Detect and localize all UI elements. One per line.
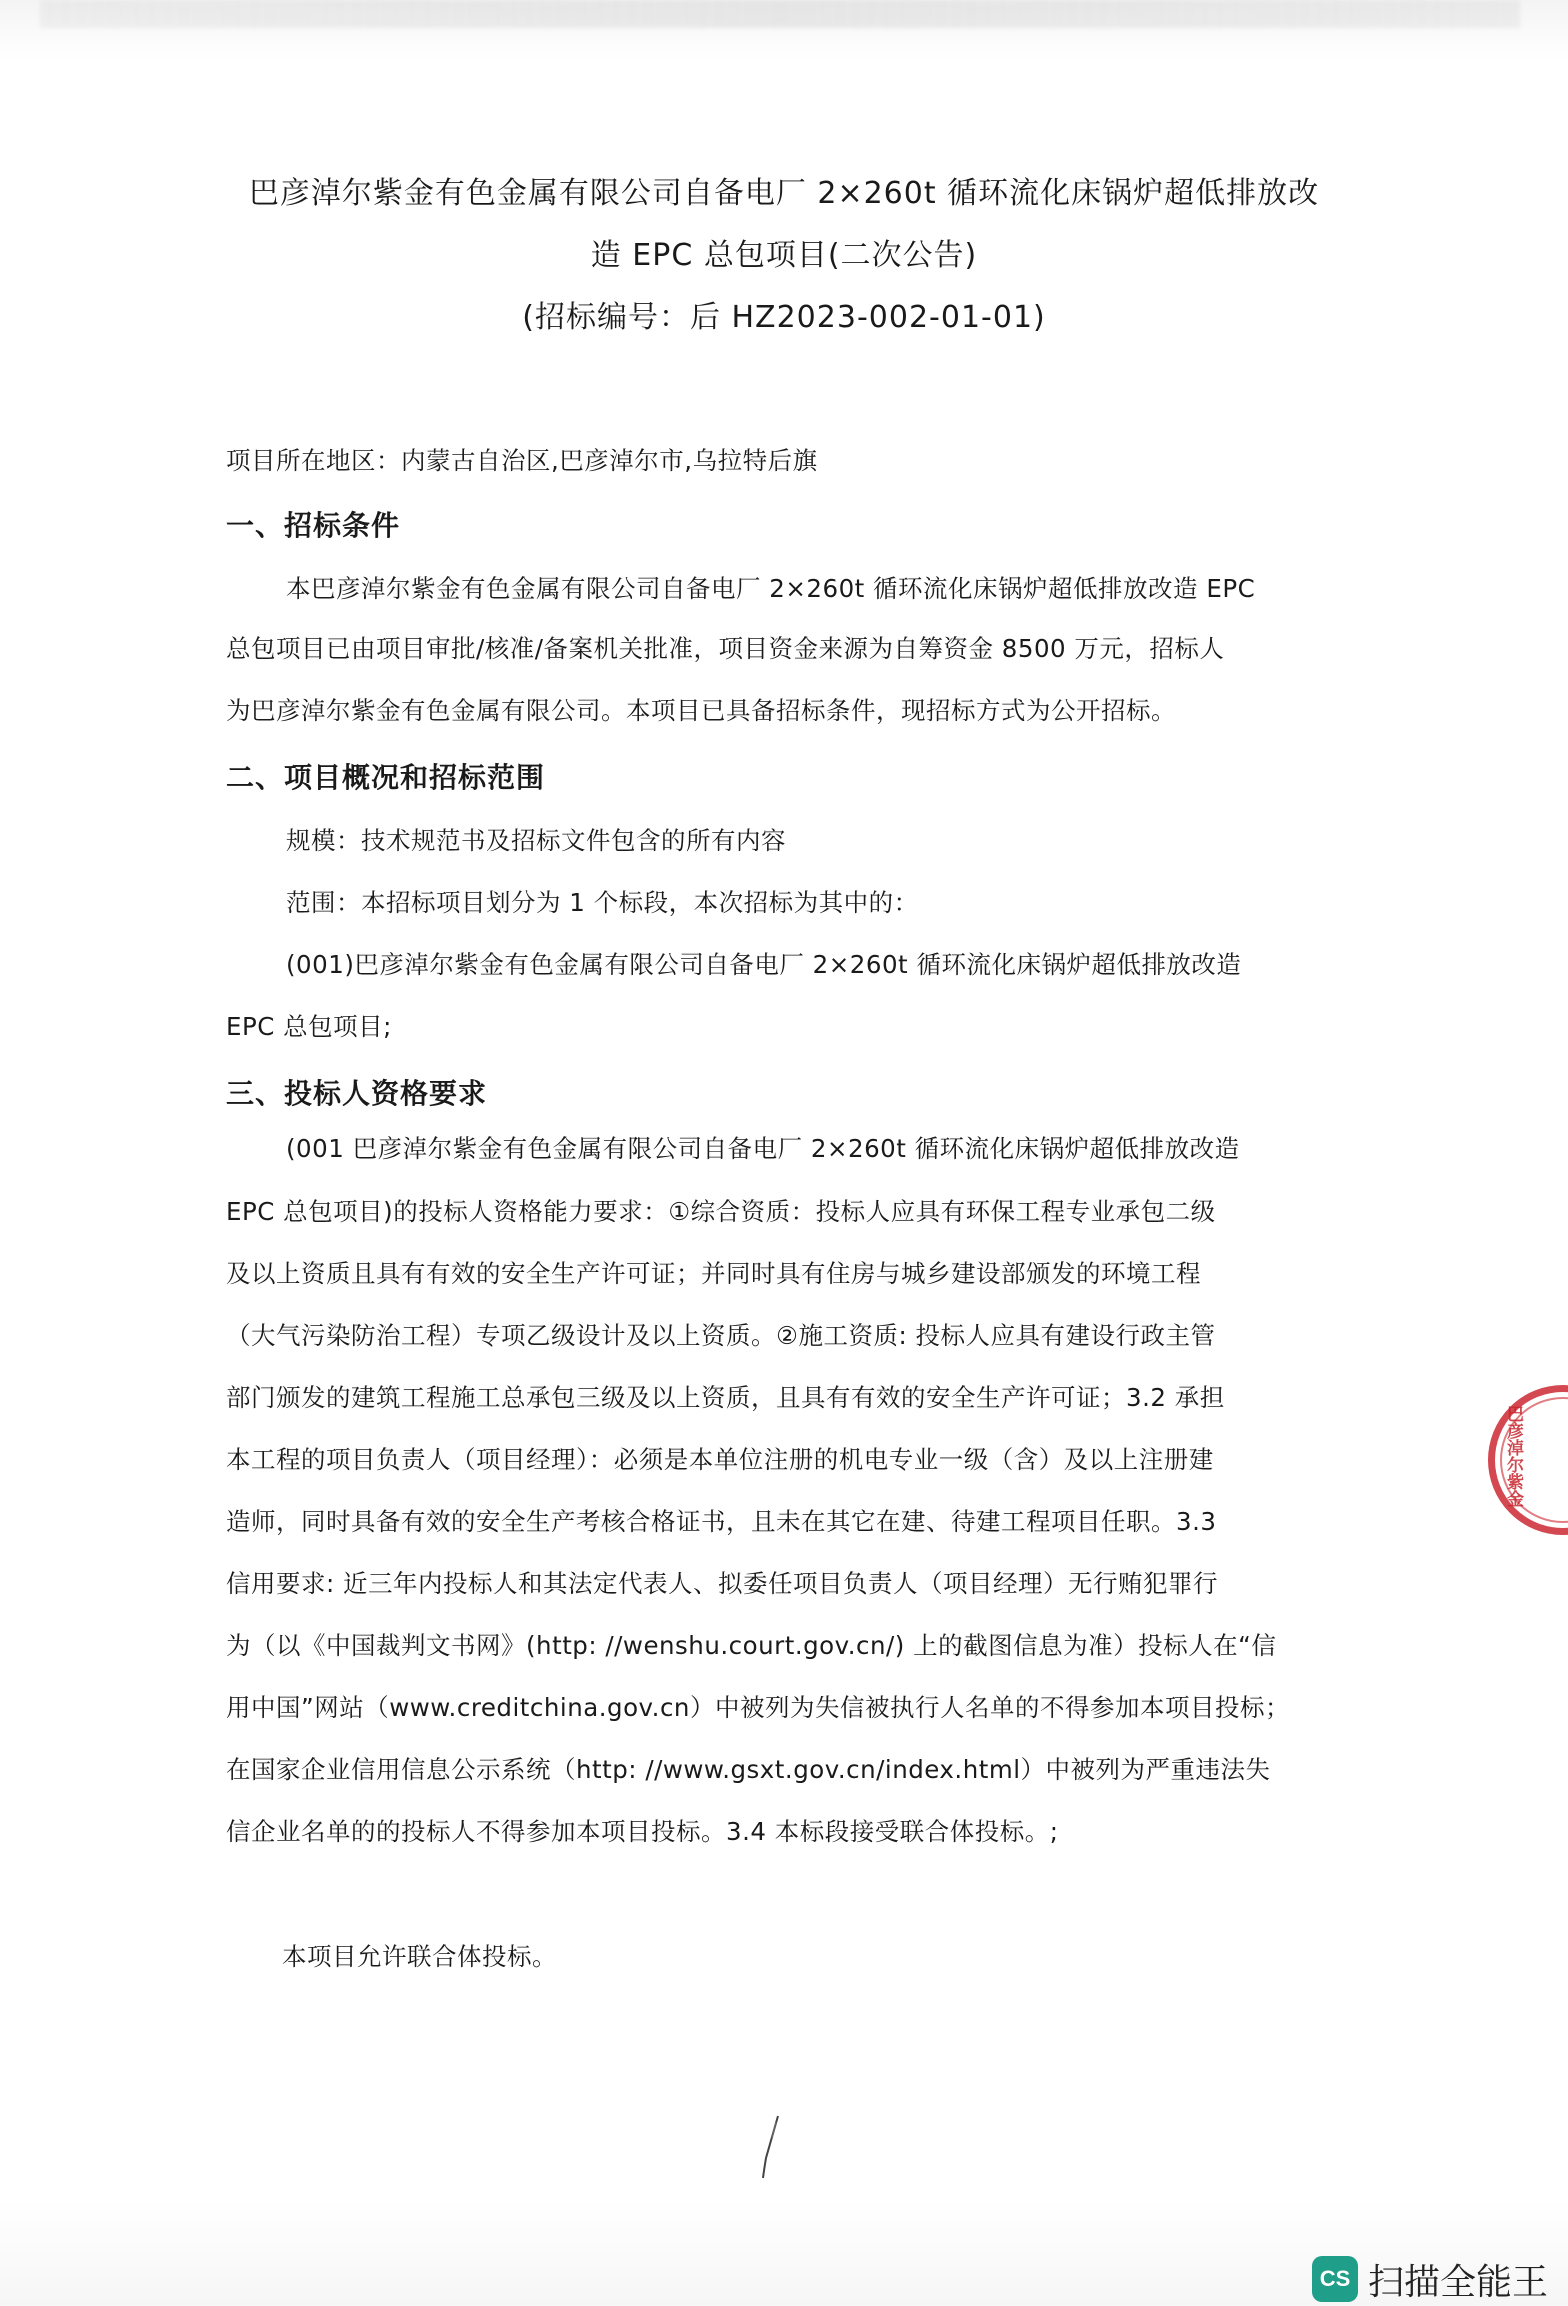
section-3-line: 及以上资质且具有有效的安全生产许可证；并同时具有住房与城乡建设部颁发的环境工程	[226, 1259, 1201, 1288]
section-1-line: 为巴彦淖尔紫金有色金属有限公司。本项目已具备招标条件，现招标方式为公开招标。	[226, 696, 1176, 725]
document-title-line-2: 造 EPC 总包项目(二次公告)	[590, 238, 978, 273]
section-2-line: 范围：本招标项目划分为 1 个标段，本次招标为其中的：	[286, 888, 919, 917]
scan-top-noise	[40, 0, 1520, 28]
section-1-heading: 一、招标条件	[226, 509, 401, 542]
scanner-app-name: 扫描全能王	[1368, 2261, 1549, 2303]
section-2-heading: 二、项目概况和招标范围	[226, 761, 546, 794]
section-3-line: 部门颁发的建筑工程施工总承包三级及以上资质，且具有有效的安全生产许可证；3.2 承担	[226, 1383, 1225, 1412]
section-2-line: (001)巴彦淖尔紫金有色金属有限公司自备电厂 2×260t 循环流化床锅炉超低排放改造	[286, 950, 1242, 979]
pen-mark	[760, 2112, 784, 2182]
scanner-watermark	[1312, 2256, 1548, 2302]
section-3-line: EPC 总包项目)的投标人资格能力要求：①综合资质：投标人应具有环保工程专业承包二级	[226, 1197, 1216, 1226]
section-3-heading: 三、投标人资格要求	[226, 1077, 488, 1110]
project-location: 项目所在地区：内蒙古自治区,巴彦淖尔市,乌拉特后旗	[226, 446, 818, 475]
section-3-line: (001 巴彦淖尔紫金有色金属有限公司自备电厂 2×260t 循环流化床锅炉超低排放改造	[286, 1134, 1240, 1163]
section-3-line: 信企业名单的的投标人不得参加本项目投标。3.4 本标段接受联合体投标。;	[226, 1817, 1059, 1846]
section-1-line: 总包项目已由项目审批/核准/备案机关批准，项目资金来源为自筹资金 8500 万元，招标人	[226, 634, 1225, 663]
section-3-line: 信用要求: 近三年内投标人和其法定代表人、拟委任项目负责人（项目经理）无行贿犯罪行	[226, 1569, 1219, 1598]
section-1-line: 本巴彦淖尔紫金有色金属有限公司自备电厂 2×260t 循环流化床锅炉超低排放改造 EPC	[286, 574, 1256, 603]
section-3-line: 在国家企业信用信息公示系统（http: //www.gsxt.gov.cn/index.html）中被列为严重违法失	[226, 1755, 1271, 1784]
section-2-line: EPC 总包项目;	[226, 1012, 392, 1041]
tender-number: (招标编号：后 HZ2023-002-01-01)	[522, 300, 1046, 335]
camscanner-logo-icon: CS	[1312, 2256, 1358, 2302]
section-2-line: 规模：技术规范书及招标文件包含的所有内容	[286, 826, 786, 855]
company-seal-text: 巴彦淖尔紫金	[1503, 1405, 1523, 1507]
section-3-line: （大气污染防治工程）专项乙级设计及以上资质。②施工资质: 投标人应具有建设行政主管	[226, 1321, 1216, 1350]
consortium-note: 本项目允许联合体投标。	[282, 1942, 557, 1971]
section-3-line: 用中国”网站（www.creditchina.gov.cn）中被列为失信被执行人名单的不得参加本项目投标；	[226, 1693, 1290, 1722]
document-title-line-1: 巴彦淖尔紫金有色金属有限公司自备电厂 2×260t 循环流化床锅炉超低排放改	[248, 176, 1320, 211]
section-3-line: 造师，同时具备有效的安全生产考核合格证书，且未在其它在建、待建工程项目任职。3.3	[226, 1507, 1217, 1536]
section-3-line: 为（以《中国裁判文书网》(http: //wenshu.court.gov.cn/) 上的截图信息为准）投标人在“信	[226, 1631, 1277, 1660]
section-3-line: 本工程的项目负责人（项目经理）：必须是本单位注册的机电专业一级（含）及以上注册建	[226, 1445, 1214, 1474]
